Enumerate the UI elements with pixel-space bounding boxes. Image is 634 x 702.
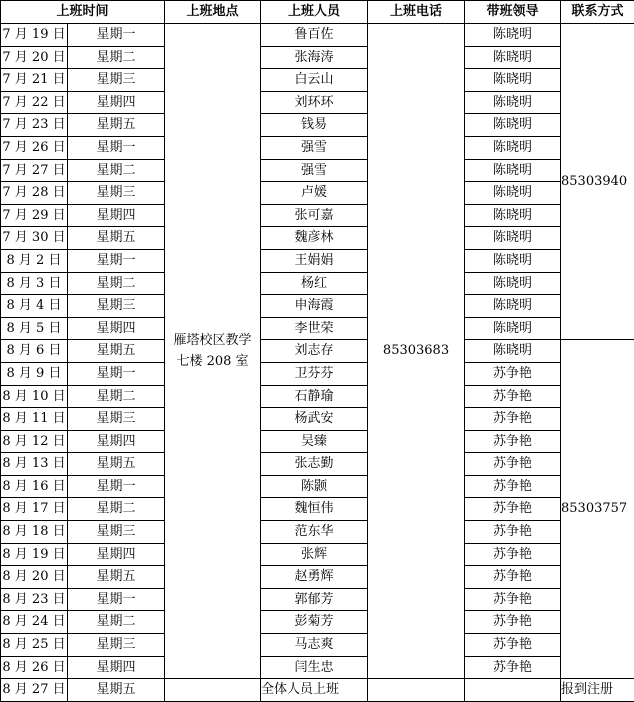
location-cell — [165, 24, 261, 679]
leader-cell: 苏争艳 — [465, 656, 561, 679]
person-cell: 强雪 — [261, 159, 368, 182]
weekday-cell: 星期三 — [68, 182, 165, 205]
weekday-cell: 星期四 — [68, 204, 165, 227]
phone-cell: 85303683 — [368, 24, 465, 679]
table-row — [1, 453, 634, 476]
leader-cell: 陈晓明 — [465, 159, 561, 182]
person-cell: 吴臻 — [261, 430, 368, 453]
leader-cell: 陈晓明 — [465, 24, 561, 47]
table-row — [1, 430, 634, 453]
weekday-cell: 星期二 — [68, 272, 165, 295]
weekday-cell: 星期四 — [68, 91, 165, 114]
leader-cell: 陈晓明 — [465, 46, 561, 69]
weekday-cell: 星期四 — [68, 317, 165, 340]
date-cell: 8 月 3 日 — [1, 272, 68, 295]
table-row — [1, 634, 634, 657]
leader-cell: 苏争艳 — [465, 611, 561, 634]
leader-cell: 苏争艳 — [465, 566, 561, 589]
person-cell: 申海霞 — [261, 295, 368, 318]
header-row — [1, 1, 634, 24]
person-cell: 杨武安 — [261, 408, 368, 431]
table-row — [1, 588, 634, 611]
date-cell: 7 月 20 日 — [1, 46, 68, 69]
table-row — [1, 408, 634, 431]
leader-cell: 陈晓明 — [465, 91, 561, 114]
header-time: 上班时间 — [1, 1, 165, 24]
weekday-cell: 星期一 — [68, 249, 165, 272]
location-line-1: 雁塔校区教学 — [165, 330, 260, 352]
weekday-cell: 星期一 — [68, 588, 165, 611]
leader-cell: 陈晓明 — [465, 182, 561, 205]
person-cell: 闫生忠 — [261, 656, 368, 679]
leader-cell: 陈晓明 — [465, 69, 561, 92]
leader-cell: 陈晓明 — [465, 136, 561, 159]
person-cell: 郭郁芳 — [261, 588, 368, 611]
table-row — [1, 566, 634, 589]
all-staff-note: 全体人员上班 — [261, 679, 368, 702]
date-cell: 7 月 23 日 — [1, 114, 68, 137]
date-cell: 8 月 24 日 — [1, 611, 68, 634]
weekday-cell: 星期二 — [68, 46, 165, 69]
weekday-cell: 星期二 — [68, 498, 165, 521]
table-row — [1, 272, 634, 295]
weekday-cell: 星期四 — [68, 430, 165, 453]
date-cell: 7 月 27 日 — [1, 159, 68, 182]
leader-cell: 陈晓明 — [465, 317, 561, 340]
table-row — [1, 182, 634, 205]
date-cell: 7 月 22 日 — [1, 91, 68, 114]
person-cell: 李世荣 — [261, 317, 368, 340]
date-cell: 7 月 30 日 — [1, 227, 68, 250]
person-cell: 彭菊芳 — [261, 611, 368, 634]
table-row — [1, 114, 634, 137]
table-row — [1, 475, 634, 498]
weekday-cell: 星期五 — [68, 227, 165, 250]
leader-cell: 苏争艳 — [465, 385, 561, 408]
date-cell: 7 月 21 日 — [1, 69, 68, 92]
weekday-cell: 星期一 — [68, 362, 165, 385]
leader-cell: 苏争艳 — [465, 521, 561, 544]
person-cell: 刘环环 — [261, 91, 368, 114]
table-row — [1, 91, 634, 114]
phone-cell-empty — [368, 679, 465, 702]
date-cell: 8 月 17 日 — [1, 498, 68, 521]
table-row — [1, 362, 634, 385]
date-cell: 8 月 20 日 — [1, 566, 68, 589]
table-row — [1, 611, 634, 634]
table-row — [1, 249, 634, 272]
person-cell: 石静瑜 — [261, 385, 368, 408]
person-cell: 张可嘉 — [261, 204, 368, 227]
leader-cell: 陈晓明 — [465, 227, 561, 250]
table-row — [1, 159, 634, 182]
date-cell: 8 月 9 日 — [1, 362, 68, 385]
weekday-cell: 星期三 — [68, 521, 165, 544]
date-cell: 7 月 29 日 — [1, 204, 68, 227]
person-cell: 卢媛 — [261, 182, 368, 205]
date-cell: 8 月 6 日 — [1, 340, 68, 363]
weekday-cell: 星期三 — [68, 295, 165, 318]
date-cell: 8 月 16 日 — [1, 475, 68, 498]
leader-cell: 苏争艳 — [465, 362, 561, 385]
table-row — [1, 543, 634, 566]
table-row — [1, 227, 634, 250]
weekday-cell: 星期四 — [68, 543, 165, 566]
person-cell: 杨红 — [261, 272, 368, 295]
person-cell: 卫芬芬 — [261, 362, 368, 385]
person-cell: 钱易 — [261, 114, 368, 137]
contact-cell-1: 85303940 — [561, 24, 634, 340]
table-row — [1, 295, 634, 318]
weekday-cell: 星期二 — [68, 611, 165, 634]
leader-cell: 陈晓明 — [465, 272, 561, 295]
person-cell: 马志爽 — [261, 634, 368, 657]
weekday-cell: 星期一 — [68, 136, 165, 159]
date-cell: 8 月 13 日 — [1, 453, 68, 476]
table-row — [1, 24, 634, 47]
table-row — [1, 46, 634, 69]
weekday-cell: 星期五 — [68, 453, 165, 476]
schedule-body — [1, 24, 634, 702]
table-row — [1, 340, 634, 363]
leader-cell: 苏争艳 — [465, 453, 561, 476]
location-cell-empty — [165, 679, 261, 702]
header-contact: 联系方式 — [561, 1, 634, 24]
person-cell: 张志勤 — [261, 453, 368, 476]
date-cell: 8 月 23 日 — [1, 588, 68, 611]
table-row — [1, 498, 634, 521]
person-cell: 陈颢 — [261, 475, 368, 498]
header-leader: 带班领导 — [465, 1, 561, 24]
leader-cell: 陈晓明 — [465, 295, 561, 318]
table-row — [1, 136, 634, 159]
header-location: 上班地点 — [165, 1, 261, 24]
date-cell: 8 月 5 日 — [1, 317, 68, 340]
date-cell: 8 月 19 日 — [1, 543, 68, 566]
table-row — [1, 385, 634, 408]
header-staff: 上班人员 — [261, 1, 368, 24]
weekday-cell: 星期二 — [68, 385, 165, 408]
date-cell: 8 月 18 日 — [1, 521, 68, 544]
leader-cell: 苏争艳 — [465, 408, 561, 431]
date-cell: 8 月 27 日 — [1, 679, 68, 702]
weekday-cell: 星期五 — [68, 566, 165, 589]
date-cell: 7 月 26 日 — [1, 136, 68, 159]
person-cell: 强雪 — [261, 136, 368, 159]
date-cell: 8 月 26 日 — [1, 656, 68, 679]
date-cell: 8 月 4 日 — [1, 295, 68, 318]
leader-cell-empty — [465, 679, 561, 702]
contact-cell-2: 85303757 — [561, 340, 634, 679]
date-cell: 8 月 12 日 — [1, 430, 68, 453]
weekday-cell: 星期二 — [68, 159, 165, 182]
table-row — [1, 656, 634, 679]
leader-cell: 苏争艳 — [465, 588, 561, 611]
person-cell: 魏彦林 — [261, 227, 368, 250]
weekday-cell: 星期四 — [68, 656, 165, 679]
table-row — [1, 69, 634, 92]
weekday-cell: 星期五 — [68, 340, 165, 363]
table-row — [1, 317, 634, 340]
person-cell: 白云山 — [261, 69, 368, 92]
person-cell: 范东华 — [261, 521, 368, 544]
person-cell: 刘志存 — [261, 340, 368, 363]
leader-cell: 苏争艳 — [465, 634, 561, 657]
weekday-cell: 星期一 — [68, 475, 165, 498]
leader-cell: 陈晓明 — [465, 114, 561, 137]
table-row — [1, 521, 634, 544]
table-row-last — [1, 679, 634, 702]
date-cell: 7 月 19 日 — [1, 24, 68, 47]
date-cell: 8 月 2 日 — [1, 249, 68, 272]
weekday-cell: 星期五 — [68, 679, 165, 702]
header-phone: 上班电话 — [368, 1, 465, 24]
date-cell: 8 月 11 日 — [1, 408, 68, 431]
leader-cell: 苏争艳 — [465, 430, 561, 453]
leader-cell: 陈晓明 — [465, 249, 561, 272]
weekday-cell: 星期三 — [68, 69, 165, 92]
person-cell: 王娟娟 — [261, 249, 368, 272]
weekday-cell: 星期五 — [68, 114, 165, 137]
registration-note: 报到注册 — [561, 679, 634, 702]
leader-cell: 苏争艳 — [465, 498, 561, 521]
person-cell: 鲁百佐 — [261, 24, 368, 47]
location-line-2: 七楼 208 室 — [165, 351, 260, 373]
weekday-cell: 星期一 — [68, 24, 165, 47]
leader-cell: 苏争艳 — [465, 543, 561, 566]
leader-cell: 苏争艳 — [465, 475, 561, 498]
weekday-cell: 星期三 — [68, 408, 165, 431]
date-cell: 7 月 28 日 — [1, 182, 68, 205]
table-row — [1, 204, 634, 227]
person-cell: 魏恒伟 — [261, 498, 368, 521]
leader-cell: 陈晓明 — [465, 340, 561, 363]
date-cell: 8 月 10 日 — [1, 385, 68, 408]
leader-cell: 陈晓明 — [465, 204, 561, 227]
person-cell: 赵勇辉 — [261, 566, 368, 589]
person-cell: 张海涛 — [261, 46, 368, 69]
person-cell: 张辉 — [261, 543, 368, 566]
date-cell: 8 月 25 日 — [1, 634, 68, 657]
weekday-cell: 星期三 — [68, 634, 165, 657]
